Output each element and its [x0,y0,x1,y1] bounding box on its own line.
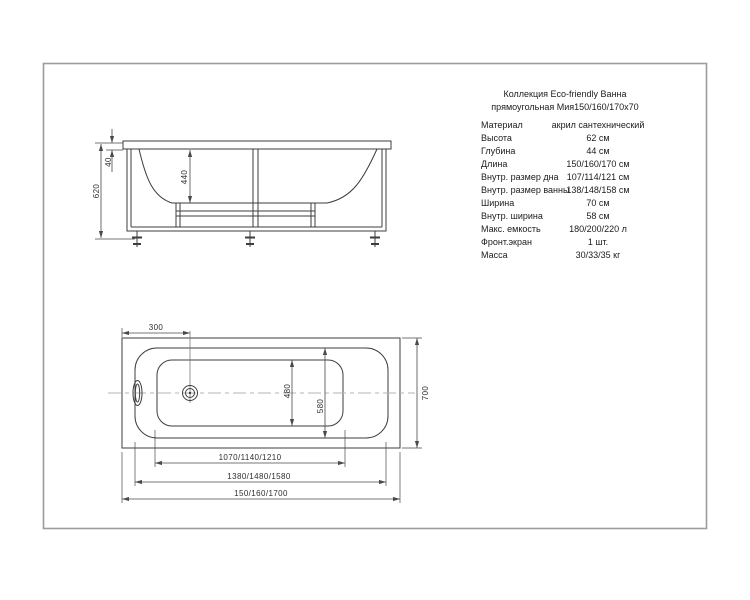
support-beam [176,211,315,216]
frame-inner-lines [131,149,382,227]
dim-inner-depth-label: 440 [180,169,189,185]
spec-row [481,119,649,132]
spec-row [481,236,649,249]
dim-rim-height-label: 40 [104,157,113,167]
spec-row [481,249,649,262]
spec-row-value: 150/160/170 см [566,159,630,169]
spec-row [481,145,649,158]
dim-outer-length-label: 150/160/1700 [234,489,288,498]
tub-rim [123,141,391,149]
side-view-drawing [92,129,391,247]
dim-outer-width-label: 700 [421,385,430,401]
spec-row-label: Внутр. ширина [481,211,543,221]
spec-row-label: Внутр. размер ванны [481,185,570,195]
spec-row [481,171,649,184]
spec-row [481,223,649,236]
spec-row-label: Глубина [481,146,516,156]
spec-row-label: Внутр. размер дна [481,172,559,182]
spec-row-label: Длина [481,159,508,169]
spec-title-line1: Коллекция Eco-friendly Ванна [503,89,627,99]
dim-bottom-length-label: 1070/1140/1210 [218,453,282,462]
spec-row-value: 44 см [586,146,610,156]
spec-row-value: 30/33/35 кг [575,250,621,260]
spec-row [481,197,649,210]
spec-title [481,88,649,114]
dim-total-height-label: 620 [92,183,101,199]
support-posts [176,149,315,227]
spec-row-label: Фронт.экран [481,237,532,247]
spec-row-label: Высота [481,133,512,143]
spec-panel [481,88,649,262]
top-view-drawing [108,323,430,503]
spec-row-value: 138/148/158 см [566,185,630,195]
spec-row-label: Масса [481,250,508,260]
dim-inner-length-label: 1380/1480/1580 [227,472,291,481]
dim-inner-width-label: 580 [316,398,325,414]
foot-middle-icon [245,231,255,247]
spec-table [481,119,649,262]
spec-row [481,158,649,171]
spec-row [481,184,649,197]
spec-title-line2: прямоугольная Мия150/160/170x70 [491,102,639,112]
spec-row [481,210,649,223]
spec-row [481,132,649,145]
top-view-dimensions [122,323,430,503]
spec-row-label: Макс. емкость [481,224,541,234]
spec-row-label: Материал [481,120,523,130]
spec-row-value: 70 см [586,198,610,208]
dim-bottom-width-label: 480 [283,383,292,399]
spec-row-value: 58 см [586,211,610,221]
foot-right-icon [370,231,380,247]
spec-row-value: 107/114/121 см [566,172,630,182]
adjustable-feet [132,231,380,247]
side-view-dimensions [92,129,190,239]
frame-outline [127,149,386,231]
spec-row-label: Ширина [481,198,515,208]
spec-row-value: 1 шт. [587,237,609,247]
spec-row-value: акрил сантехнический [551,120,645,130]
dim-drain-offset-label: 300 [148,323,164,332]
spec-row-value: 180/200/220 л [569,224,627,234]
spec-row-value: 62 см [586,133,610,143]
